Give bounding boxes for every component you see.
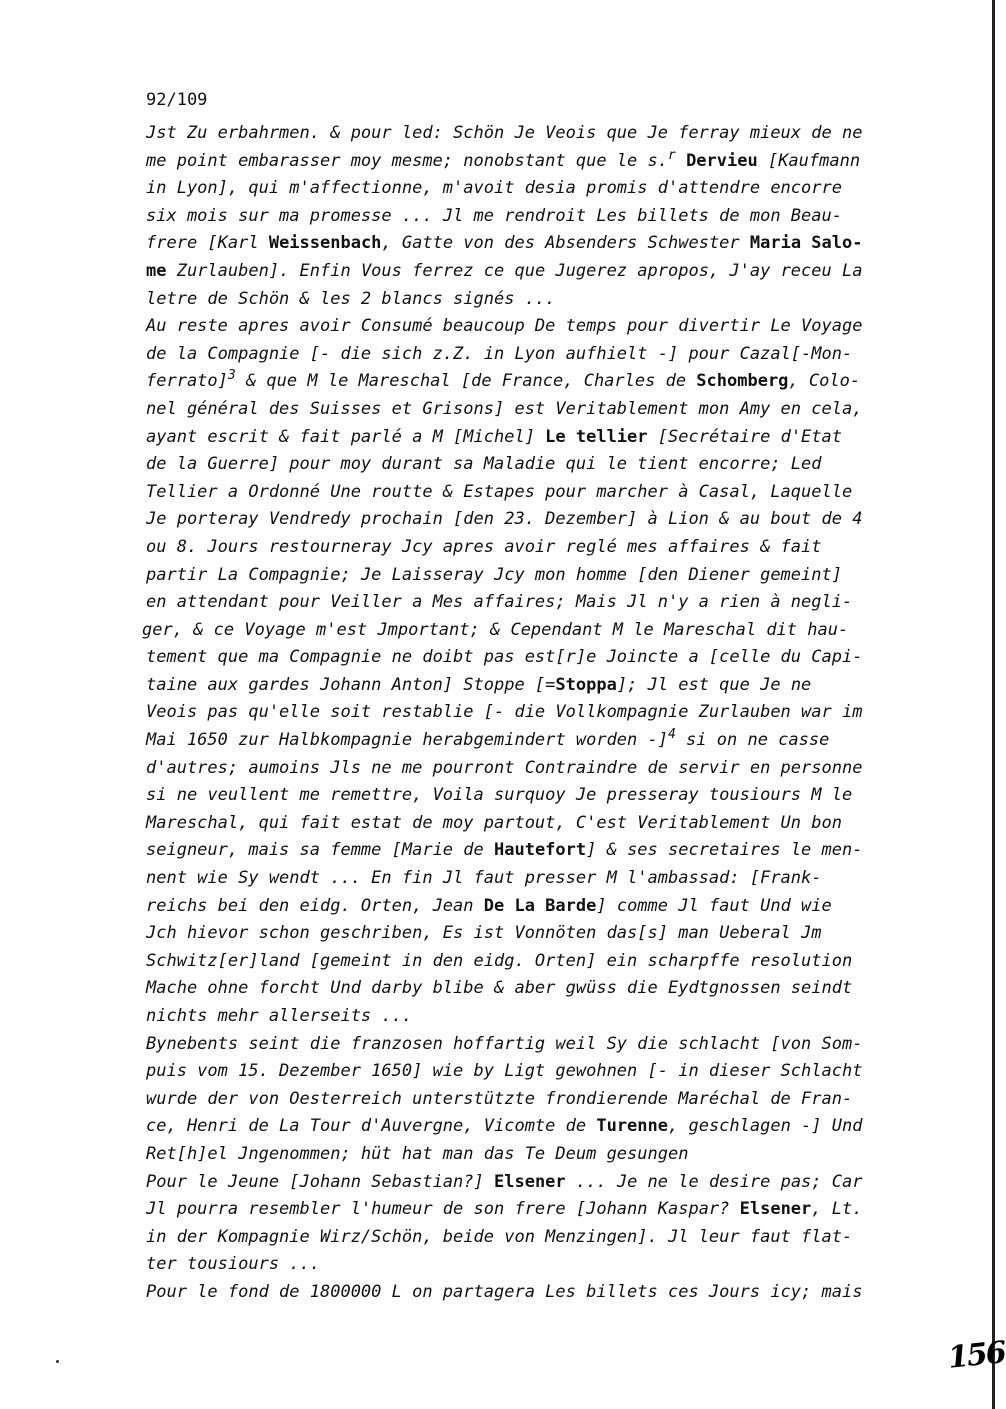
text-line: Pour le fond de 1800000 L on partagera Les billets ces Jours icy; mais <box>146 1281 863 1302</box>
superscript: r <box>667 147 676 163</box>
bold-name: Hautefort <box>494 840 587 861</box>
bold-name: me <box>146 260 167 281</box>
bold-name: De La Barde <box>483 895 597 916</box>
text-line: partir La Compagnie; Je Laisseray Jcy mon homme [den Diener gemeint] <box>146 564 842 585</box>
text-line: Jch hievor schon geschriben, Es ist Vonnöten das[s] man Ueberal Jm <box>146 923 822 944</box>
bold-name: Maria Salo- <box>749 233 863 254</box>
text-line: nent wie Sy wendt ... En fin Jl faut presser M l'ambassad: [Frank- <box>146 868 822 889</box>
text-line: Mareschal, qui fait estat de moy partout, C'est Veritablement Un bon <box>146 812 842 833</box>
text-line: Je porteray Vendredy prochain [den 23. Dezember] à Lion & au bout de 4 <box>146 509 863 530</box>
superscript: 3 <box>227 368 236 384</box>
text-line: nichts mehr allerseits ... <box>146 1006 413 1026</box>
text-line: frere [Karl Weissenbach, Gatte von des Absenders Schwester Maria Salo- <box>146 233 863 254</box>
text-line: de la Guerre] pour moy durant sa Maladie qui le tient encorre; Led <box>146 454 822 475</box>
text-line: Mache ohne forcht Und darby blibe & aber gwüss die Eydtgnossen seindt <box>146 978 853 999</box>
bold-name: Turenne <box>596 1116 668 1137</box>
text-line: Jl pourra resembler l'humeur de son frere [Johann Kaspar? Elsener, Lt. <box>146 1199 863 1220</box>
text-line: nel général des Suisses et Grisons] est Veritablement mon Amy en cela, <box>146 398 863 419</box>
letter-transcription <box>142 120 926 1307</box>
text-line: Mai 1650 zur Halbkompagnie herabgemindert worden -]$^4$ si on ne casse <box>146 727 830 751</box>
bold-name: Le tellier <box>545 426 648 447</box>
text-line: six mois sur ma promesse ... Jl me rendroit Les billets de mon Beau- <box>146 205 842 226</box>
text-line: de la Compagnie [- die sich z.Z. in Lyon aufhielt -] pour Cazal[-Mon- <box>146 343 853 364</box>
text-line: ger, & ce Voyage m'est Jmportant; & Cependant M le Mareschal dit hau- <box>142 619 849 640</box>
text-line: reichs bei den eidg. Orten, Jean De La Barde] comme Jl faut Und wie <box>146 895 832 916</box>
text-line: taine aux gardes Johann Anton] Stoppe [=Stoppa]; Jl est que Je ne <box>146 674 812 695</box>
text-line: seigneur, mais sa femme [Marie de Hautefort] & ses secretaires le men- <box>146 840 863 861</box>
text-line: Au reste apres avoir Consumé beaucoup De temps pour divertir Le Voyage <box>146 316 863 337</box>
bold-name: Stoppa <box>555 674 617 695</box>
bold-name: Dervieu <box>686 150 758 171</box>
bold-name: Elsener <box>494 1171 566 1192</box>
bold-name: Elsener <box>739 1199 812 1220</box>
text-line: me point embarasser moy mesme; nonobstant que le s.$^r$ Dervieu [Kaufmann <box>146 147 861 171</box>
text-line: Jst Zu erbahrmen. & pour led: Schön Je Veois que Je ferray mieux de ne <box>146 123 863 143</box>
text-line: Schwitz[er]land [gemeint in den eidg. Orten] ein scharpffe resolution <box>146 950 853 971</box>
text-line: Bynebents seint die franzosen hoffartig weil Sy die schlacht [von Som- <box>146 1033 863 1054</box>
text-line: ce, Henri de La Tour d'Auvergne, Vicomte de Turenne, geschlagen -] Und <box>146 1116 863 1137</box>
superscript: 4 <box>667 727 676 743</box>
stray-mark <box>56 1360 59 1363</box>
text-line: wurde der von Oesterreich unterstützte frondierende Maréchal de Fran- <box>146 1088 853 1109</box>
page-number: 92/109 <box>146 90 208 110</box>
text-line: Tellier a Ordonné Une routte & Estapes pour marcher à Casal, Laquelle <box>146 481 853 502</box>
text-line: me Zurlauben]. Enfin Vous ferrez ce que Jugerez apropos, J'ay receu La <box>146 260 863 281</box>
text-line: letre de Schön & les 2 blancs signés ... <box>146 288 556 309</box>
text-line: Veois pas qu'elle soit restablie [- die Vollkompagnie Zurlauben war im <box>146 702 863 723</box>
text-line: Ret[h]el Jngenommen; hüt hat man das Te Deum gesungen <box>146 1143 689 1164</box>
bold-name: Schomberg <box>696 371 789 392</box>
text-line: ter tousiours ... <box>146 1254 320 1275</box>
text-line: Pour le Jeune [Johann Sebastian?] Elsener ... Je ne le desire pas; Car <box>146 1171 863 1192</box>
text-line: in Lyon], qui m'affectionne, m'avoit desia promis d'attendre encorre <box>146 178 842 199</box>
text-line: d'autres; aumoins Jls ne me pourront Contraindre de servir en personne <box>146 757 863 778</box>
text-line: puis vom 15. Dezember 1650] wie by Ligt gewohnen [- in dieser Schlacht <box>146 1061 863 1082</box>
text-line: ayant escrit & fait parlé a M [Michel] Le tellier [Secrétaire d'Etat <box>146 426 842 447</box>
text-line: tement que ma Compagnie ne doibt pas est[r]e Joincte a [celle du Capi- <box>146 647 863 668</box>
text-line: en attendant pour Veiller a Mes affaires; Mais Jl n'y a rien à negli- <box>146 592 853 613</box>
text-line: in der Kompagnie Wirz/Schön, beide von Menzingen]. Jl leur faut flat- <box>146 1226 853 1247</box>
bold-name: Weissenbach <box>268 233 382 254</box>
text-line: ou 8. Jours restourneray Jcy apres avoir reglé mes affaires & fait <box>146 536 822 557</box>
text-line: ferrato]$^3$ & que M le Mareschal [de France, Charles de Schomberg, Colo- <box>146 368 861 392</box>
handwritten-folio-number: 156 <box>946 1335 1006 1376</box>
text-line: si ne veullent me remettre, Voila surquoy Je presseray tousiours M le <box>146 785 853 806</box>
